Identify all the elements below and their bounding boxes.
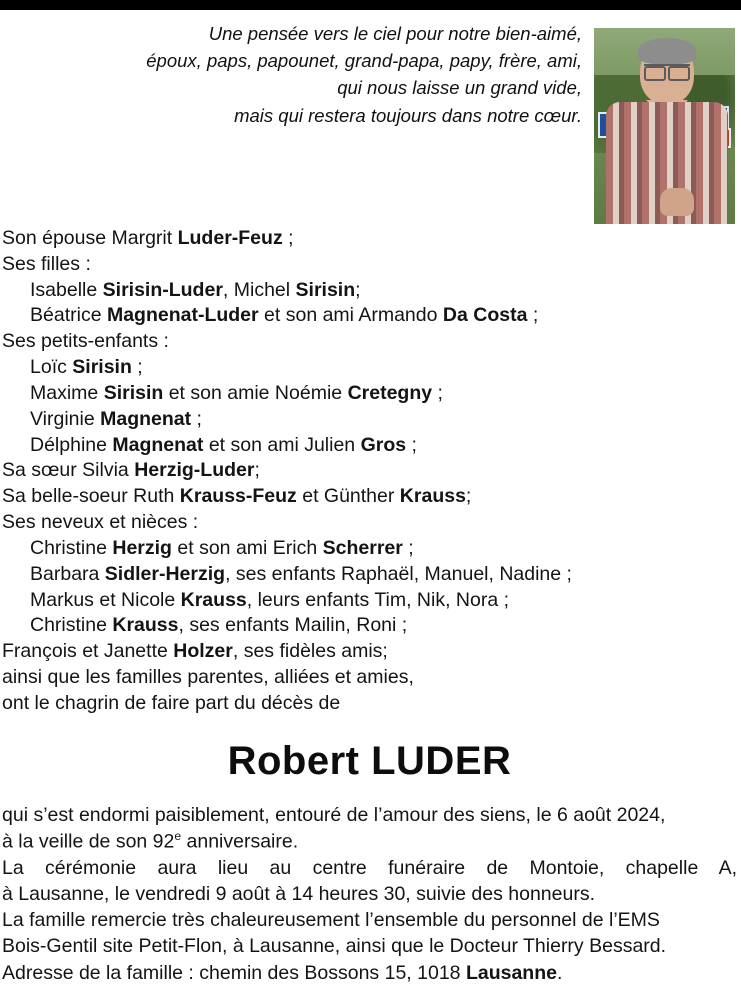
family-list-item — [2, 691, 737, 717]
family-name: Scherrer — [322, 536, 403, 559]
family-text: ; — [131, 356, 143, 379]
family-text: ; — [355, 278, 361, 301]
photo-person-hand — [660, 188, 694, 216]
family-text: Maxime — [30, 381, 104, 404]
family-text: Béatrice — [30, 304, 107, 327]
announcement-line-6: Bois-Gentil site Petit-Flon, à Lausanne, ainsi que le Docteur Thierry Bessard. — [2, 935, 667, 958]
announcement-text — [2, 802, 737, 986]
address-prefix: Adresse de la famille : chemin des Bossons 15, 1018 — [2, 961, 466, 984]
family-name: Gros — [360, 433, 407, 456]
family-text: Ses petits-enfants : — [2, 330, 169, 353]
poem-line: Une pensée vers le ciel pour notre bien-aimé, — [208, 23, 582, 44]
family-text: François et Janette — [2, 640, 174, 663]
poem-block — [2, 18, 594, 129]
family-list-item — [2, 252, 737, 278]
obituary-content — [0, 10, 741, 986]
family-text: ; — [191, 407, 202, 430]
family-name: Magnenat — [100, 407, 192, 430]
ordinal-suffix: e — [174, 828, 182, 843]
family-text: ; — [402, 536, 414, 559]
family-text: ; — [527, 304, 539, 327]
family-text: ainsi que les familles parentes, alliées et amies, — [2, 666, 414, 689]
family-text: Markus et Nicole — [30, 588, 181, 611]
family-list-item — [2, 536, 737, 562]
address-suffix: . — [556, 961, 563, 984]
family-text: et son ami Armando — [258, 304, 443, 327]
top-black-rule — [0, 0, 741, 10]
family-name: Herzig-Luder — [134, 459, 255, 482]
age-suffix: anniversaire. — [181, 830, 299, 853]
deceased-name: Robert LUDER — [227, 738, 512, 783]
family-text: Loïc — [30, 356, 73, 379]
family-name: Cretegny — [347, 381, 433, 404]
family-list-item — [2, 226, 737, 252]
family-text: , leurs enfants Tim, Nik, Nora ; — [246, 588, 510, 611]
family-name: Sidler-Herzig — [104, 562, 226, 585]
family-text: Son épouse Margrit — [2, 227, 178, 249]
family-name: Holzer — [173, 640, 233, 663]
family-text: , Michel — [222, 278, 296, 301]
family-list-item — [2, 433, 737, 459]
family-text: ont le chagrin de faire part du décès de — [2, 691, 341, 714]
family-name: Luder-Feuz — [177, 227, 283, 249]
family-list-item — [2, 407, 737, 433]
family-list-item — [2, 278, 737, 304]
family-list-item — [2, 562, 737, 588]
family-name: Magnenat — [112, 433, 204, 456]
family-text: Virginie — [30, 407, 101, 430]
family-list-item — [2, 588, 737, 614]
family-text: , ses enfants Mailin, Roni ; — [178, 614, 408, 637]
family-list-item — [2, 639, 737, 665]
family-list-item — [2, 329, 737, 355]
family-text: ; — [254, 459, 260, 482]
family-list-item — [2, 665, 737, 691]
age-prefix: à la veille de son 92 — [2, 830, 175, 853]
family-list-item — [2, 303, 737, 329]
family-text: ; — [406, 433, 417, 456]
announcement-line-7 — [2, 960, 737, 986]
family-list-item — [2, 458, 737, 484]
family-text: Ses neveux et nièces : — [2, 511, 199, 534]
photo-person-glasses — [644, 64, 690, 77]
family-text: ; — [282, 227, 294, 249]
family-text: Barbara — [30, 562, 105, 585]
family-name: Herzig — [112, 536, 172, 559]
family-text: ; — [432, 381, 443, 404]
poem-and-portrait — [2, 10, 737, 224]
family-text: et Günther — [296, 485, 400, 508]
announcement-line-2 — [2, 828, 737, 855]
announcement-line-1: qui s’est endormi paisiblement, entouré de l’amour des siens, le 6 août 2024, — [2, 803, 666, 826]
family-list-item — [2, 484, 737, 510]
family-name: Krauss — [399, 485, 466, 508]
announcement-line-3: La cérémonie aura lieu au centre funéraire de Montoie, chapelle A, — [2, 856, 737, 879]
family-list-item — [2, 613, 737, 639]
photo-person-hair — [638, 38, 696, 64]
family-name: Sirisin — [295, 278, 356, 301]
poem-line: mais qui restera toujours dans notre cœur. — [234, 104, 582, 126]
family-text: Délphine — [30, 433, 113, 456]
poem-line: qui nous laisse un grand vide, — [337, 77, 582, 99]
family-text: Ses filles : — [2, 252, 91, 275]
family-text: Sa belle-soeur Ruth — [2, 485, 180, 508]
family-name: Sirisin-Luder — [102, 278, 223, 301]
family-text: ; — [465, 485, 472, 508]
family-name: Krauss-Feuz — [179, 485, 297, 508]
family-text: Christine — [30, 536, 113, 559]
family-name: Sirisin — [103, 381, 164, 404]
family-text: et son amie Noémie — [163, 381, 348, 404]
family-text: Isabelle — [30, 278, 103, 301]
poem-line: époux, paps, papounet, grand-papa, papy, frère, ami, — [146, 50, 582, 72]
announcement-line-4: à Lausanne, le vendredi 9 août à 14 heures 30, suivie des honneurs. — [2, 882, 596, 905]
family-text: Sa sœur Silvia — [2, 459, 135, 482]
family-name: Sirisin — [72, 356, 132, 379]
family-list-item — [2, 355, 737, 381]
family-text: , ses fidèles amis; — [232, 640, 388, 663]
family-list-item — [2, 510, 737, 536]
family-text: Christine — [30, 614, 113, 637]
family-name: Krauss — [112, 614, 179, 637]
announcement-line-5: La famille remercie très chaleureusement l’ensemble du personnel de l’EMS — [2, 909, 660, 932]
family-name: Da Costa — [442, 304, 528, 327]
family-text: , ses enfants Raphaël, Manuel, Nadine ; — [225, 562, 572, 585]
family-name: Magnenat-Luder — [106, 304, 259, 327]
address-city: Lausanne — [465, 961, 557, 984]
portrait-photo — [594, 28, 735, 224]
family-list — [2, 226, 737, 717]
family-text: et son ami Julien — [203, 433, 361, 456]
family-name: Krauss — [180, 588, 247, 611]
family-list-item — [2, 381, 737, 407]
family-text: et son ami Erich — [171, 536, 323, 559]
